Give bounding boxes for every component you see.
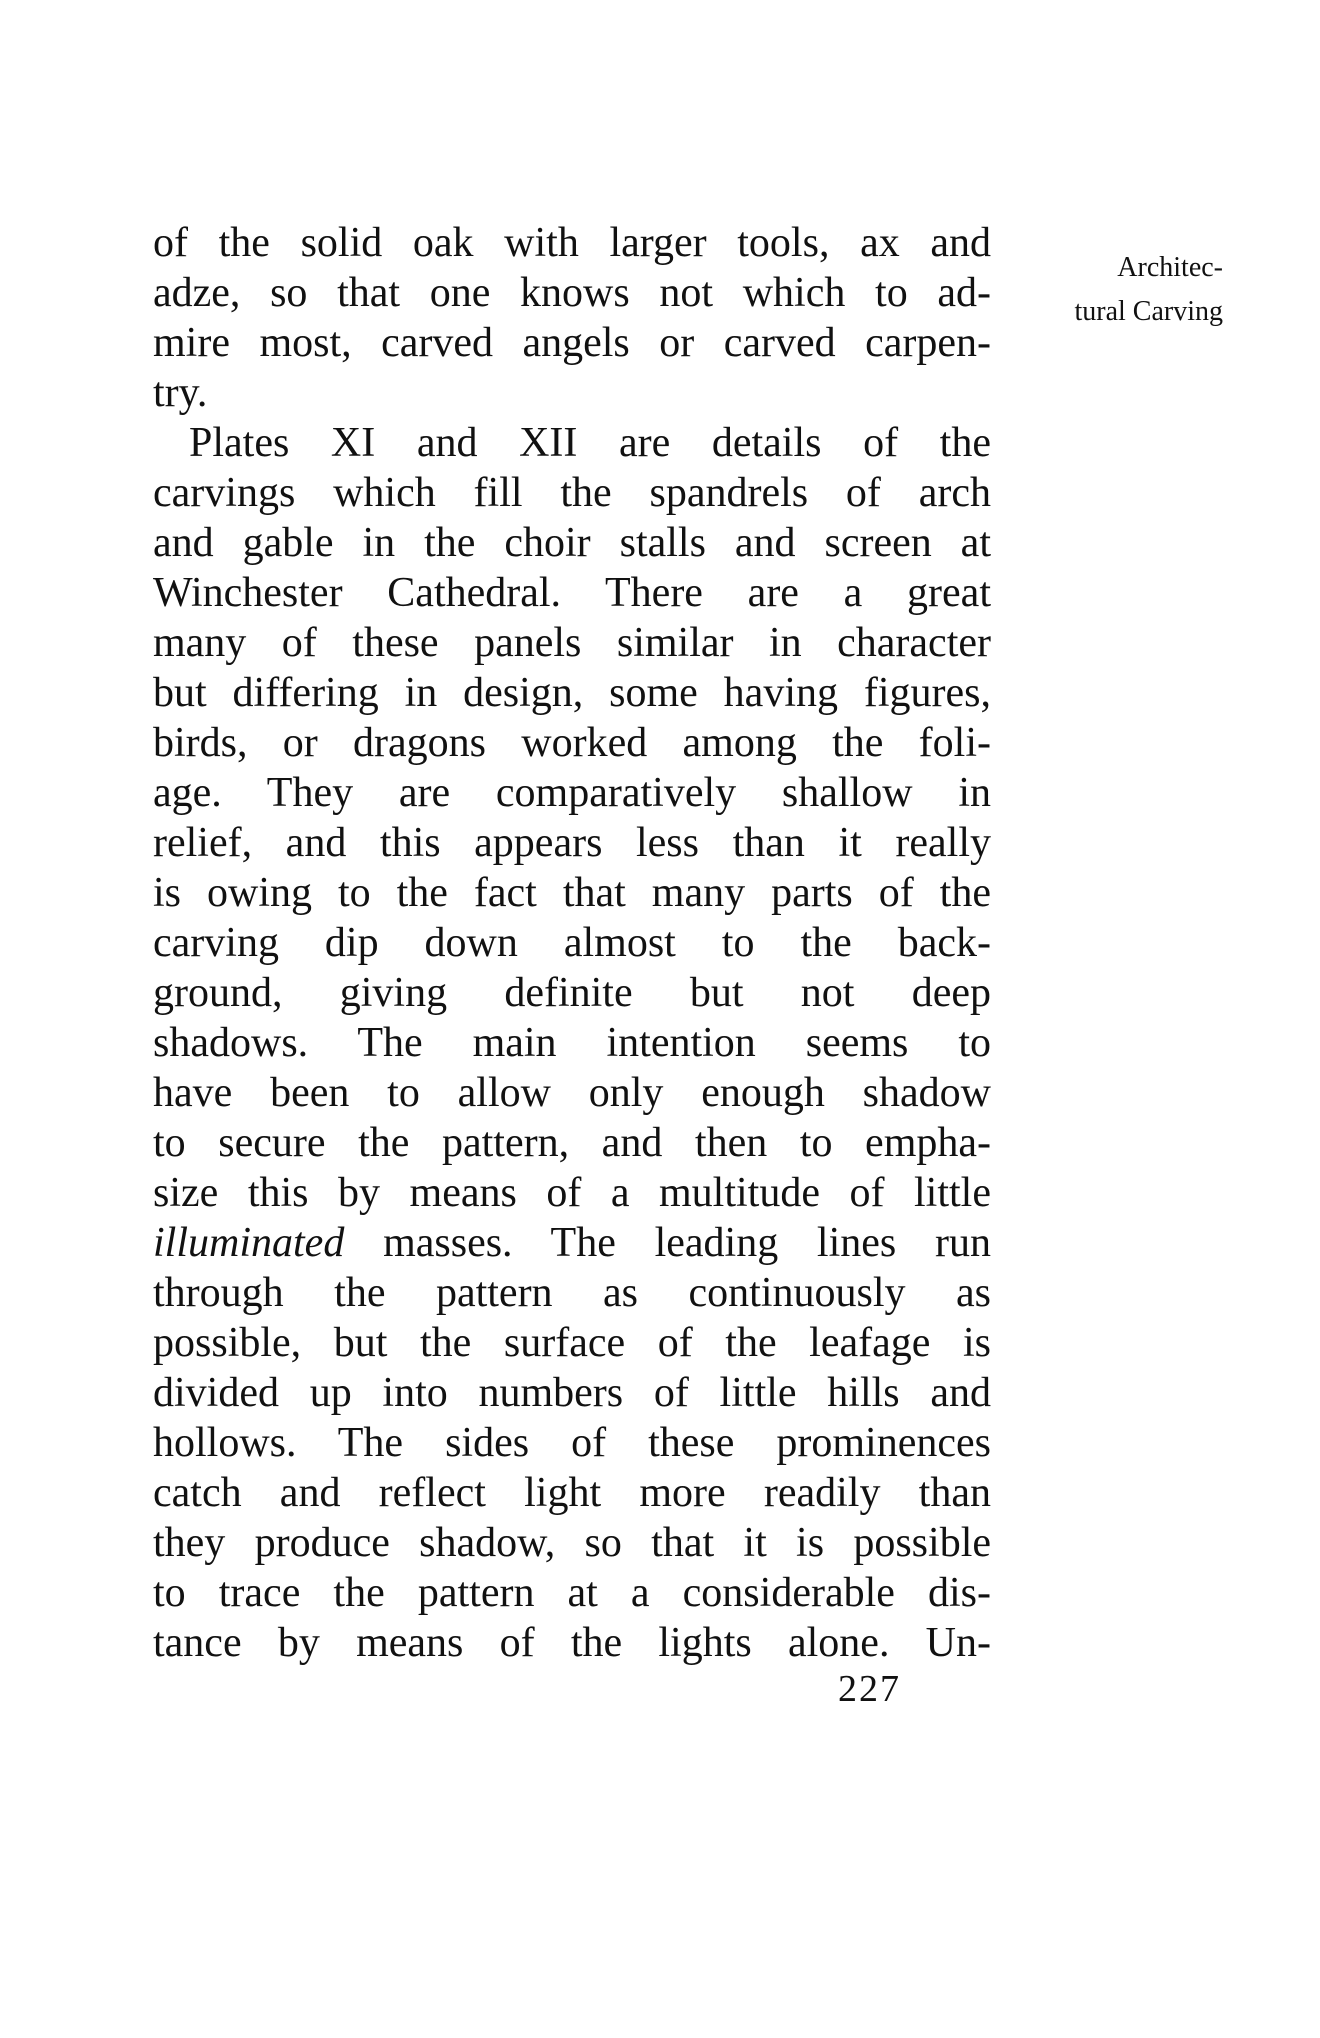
text-line: carving dip down almost to the back- [153, 920, 991, 966]
text-line: to trace the pattern at a considerable dis- [153, 1570, 991, 1616]
text-line: size this by means of a multitude of little [153, 1170, 991, 1216]
text-line: adze, so that one knows not which to ad- [153, 270, 991, 316]
text-line: through the pattern as continuously as [153, 1270, 991, 1316]
text-line: possible, but the surface of the leafage is [153, 1320, 991, 1366]
text-line: carvings which fill the spandrels of arch [153, 470, 991, 516]
text-line: is owing to the fact that many parts of the [153, 870, 991, 916]
text-line: many of these panels similar in character [153, 620, 991, 666]
text-line: age. They are comparatively shallow in [153, 770, 991, 816]
margin-note [1013, 246, 1223, 334]
page-number: 227 [838, 1668, 901, 1710]
italic-word: illuminated [153, 1220, 345, 1266]
margin-note-line: Architec- [1117, 252, 1223, 283]
text-line: relief, and this appears less than it really [153, 820, 991, 866]
text-line: but differing in design, some having figures, [153, 670, 991, 716]
text-line: hollows. The sides of these prominences [153, 1420, 991, 1466]
text-line: tance by means of the lights alone. Un- [153, 1620, 991, 1666]
text-line: shadows. The main intention seems to [153, 1020, 991, 1066]
text-line: catch and reflect light more readily than [153, 1470, 991, 1516]
text-line: mire most, carved angels or carved carpen- [153, 320, 991, 366]
text-line: Winchester Cathedral. There are a great [153, 570, 991, 616]
text-line: try. [153, 370, 208, 416]
text-line: divided up into numbers of little hills and [153, 1370, 991, 1416]
text-line: birds, or dragons worked among the foli- [153, 720, 991, 766]
text-line: Plates XI and XII are details of the [189, 420, 991, 466]
text-line: ground, giving definite but not deep [153, 970, 991, 1016]
text-line: have been to allow only enough shadow [153, 1070, 991, 1116]
text-line: to secure the pattern, and then to empha- [153, 1120, 991, 1166]
text-line-rest: masses. The leading lines run [344, 1220, 991, 1266]
text-line: of the solid oak with larger tools, ax and [153, 220, 991, 266]
text-line [153, 1218, 991, 1268]
margin-note-line: tural Carving [1074, 296, 1223, 327]
body-text [153, 218, 991, 1668]
text-line: they produce shadow, so that it is possible [153, 1520, 991, 1566]
text-line: and gable in the choir stalls and screen at [153, 520, 991, 566]
